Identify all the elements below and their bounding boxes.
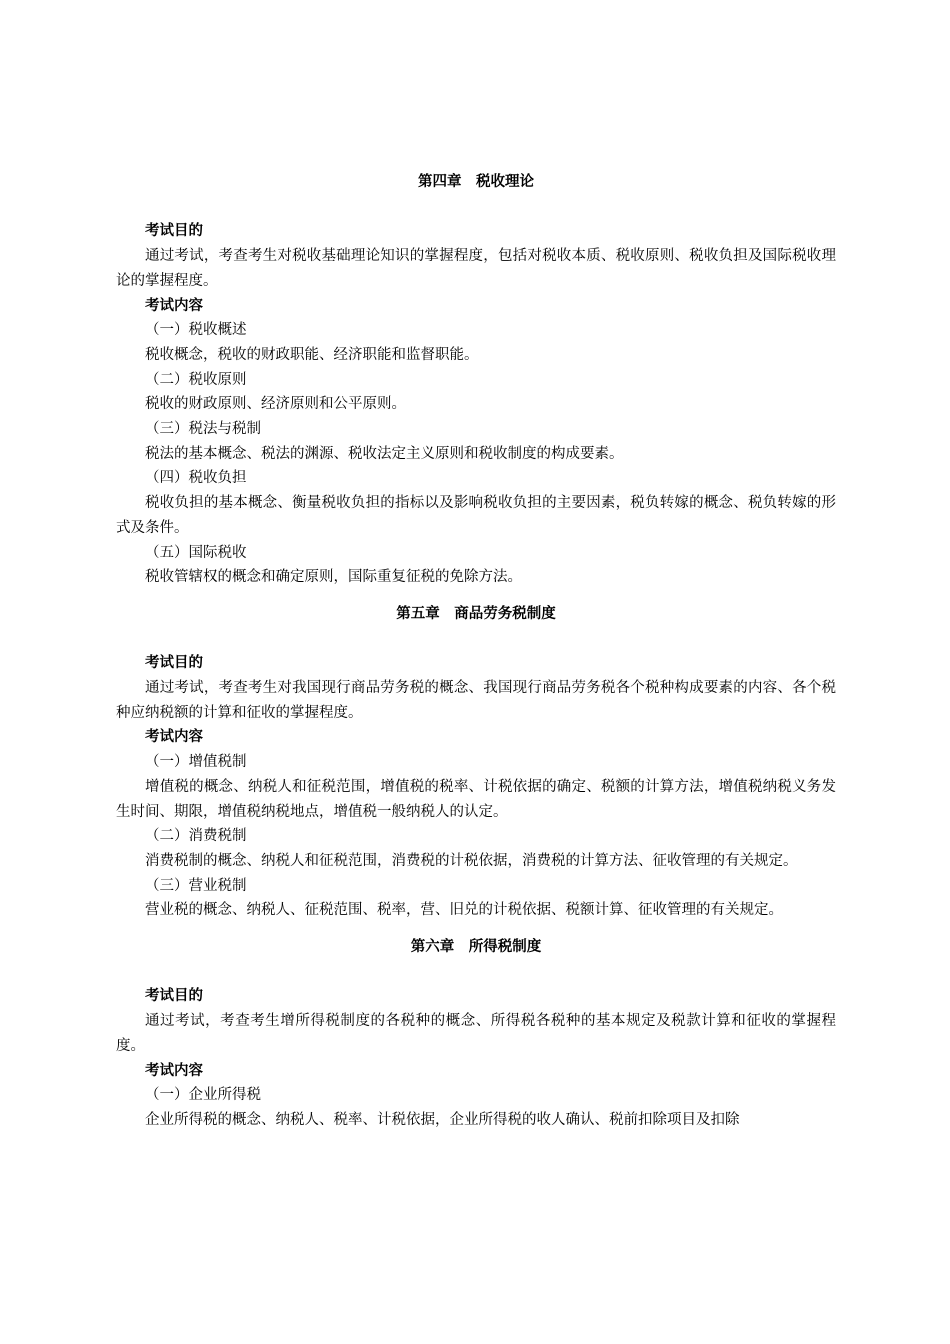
section-label-content: 考试内容 — [145, 1062, 203, 1079]
subsection-text: 税收管辖权的概念和确定原则，国际重复征税的免除方法。 — [145, 569, 522, 586]
subsection-text: 税收负担的基本概念、衡量税收负担的指标以及影响税收负担的主要因素，税负转嫁的概念、税负转嫁的形式及条件。 — [116, 495, 836, 536]
subsection-text: 税收概念，税收的财政职能、经济职能和监督职能。 — [145, 346, 479, 363]
subsection-text: 消费税制的概念、纳税人和征税范围，消费税的计税依据，消费税的计算方法、征收管理的有关规定。 — [145, 852, 798, 869]
subsection-text: 税法的基本概念、税法的渊源、税收法定主义原则和税收制度的构成要素。 — [145, 445, 624, 462]
goal-paragraph: 通过考试，考查考生对税收基础理论知识的掌握程度，包括对税收本质、税收原则、税收负担及国际税收理论的掌握程度。 — [116, 248, 836, 289]
subsection-text: 营业税的概念、纳税人、征税范围、税率，营、旧兑的计税依据、税额计算、征收管理的有关规定。 — [145, 902, 783, 919]
subsection-heading: （一）税收概述 — [145, 322, 247, 339]
subsection-heading: （二）消费税制 — [145, 828, 247, 845]
subsection-heading: （五）国际税收 — [145, 544, 247, 561]
section-label-goal: 考试目的 — [145, 223, 203, 240]
section-label-goal: 考试目的 — [145, 655, 203, 672]
subsection-heading: （一）增值税制 — [145, 754, 247, 771]
chapter-title: 第五章 商品劳务税制度 — [396, 605, 556, 622]
goal-paragraph: 通过考试，考查考生增所得税制度的各税种的概念、所得税各税种的基本规定及税款计算和征收的掌握程度。 — [116, 1013, 836, 1054]
subsection-heading: （二）税收原则 — [145, 371, 247, 388]
subsection-heading: （三）税法与税制 — [145, 421, 261, 438]
subsection-heading: （四）税收负担 — [145, 470, 247, 487]
subsection-text: 增值税的概念、纳税人和征税范围，增值税的税率、计税依据的确定、税额的计算方法，增值税纳税义务发生时间、期限，增值税纳税地点，增值税一般纳税人的认定。 — [116, 778, 836, 820]
subsection-text: 企业所得税的概念、纳税人、税率、计税依据，企业所得税的收人确认、税前扣除项目及扣除 — [145, 1111, 740, 1128]
subsection-heading: （一）企业所得税 — [145, 1087, 261, 1104]
subsection-heading: （三）营业税制 — [145, 877, 247, 894]
goal-paragraph: 通过考试，考查考生对我国现行商品劳务税的概念、我国现行商品劳务税各个税种构成要素的内容、各个税种应纳税额的计算和征收的掌握程度。 — [116, 680, 836, 721]
chapter-title: 第四章 税收理论 — [418, 174, 534, 190]
chapter-title: 第六章 所得税制度 — [410, 939, 542, 956]
section-label-content: 考试内容 — [145, 297, 203, 314]
document-body — [116, 170, 836, 1133]
section-label-content: 考试内容 — [145, 729, 203, 746]
subsection-text: 税收的财政原则、经济原则和公平原则。 — [145, 396, 406, 413]
section-label-goal: 考试目的 — [145, 988, 203, 1005]
